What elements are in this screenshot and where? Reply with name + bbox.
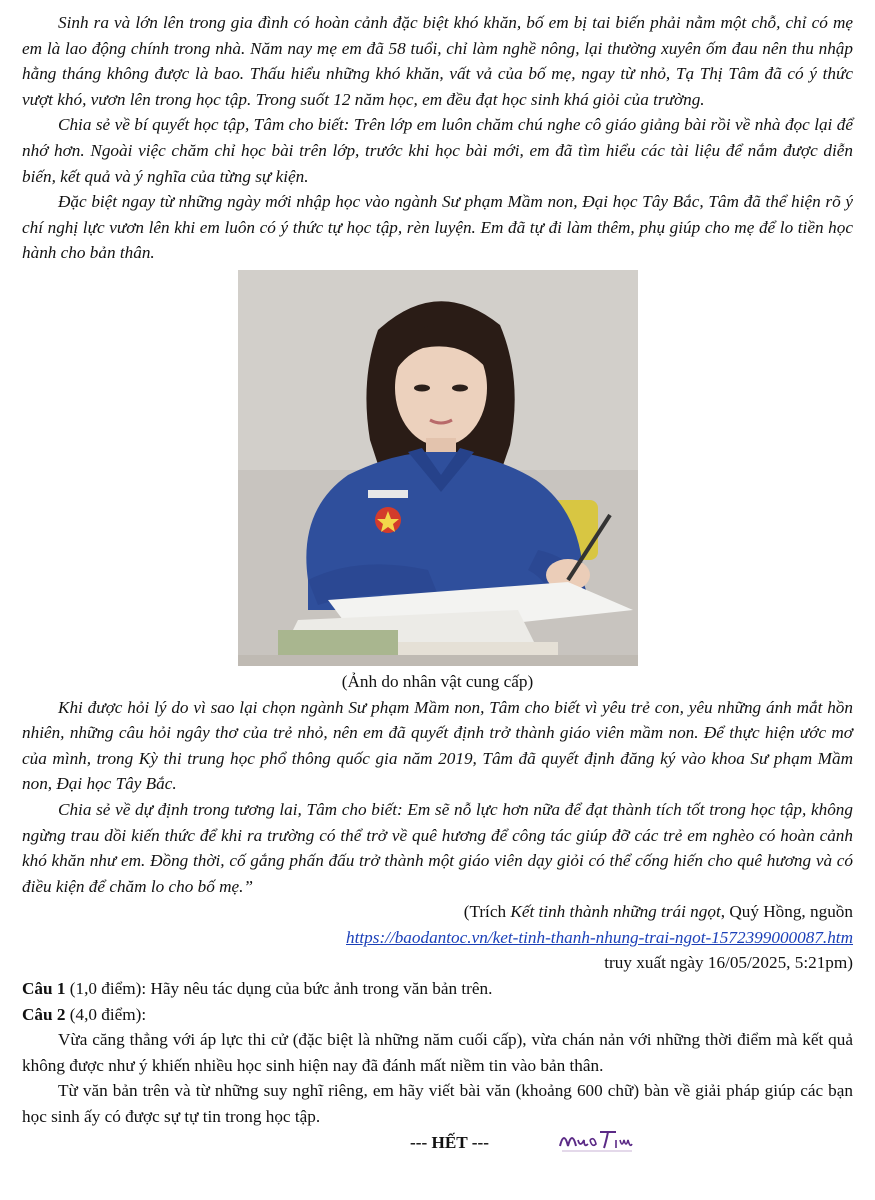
end-line — [22, 1130, 853, 1160]
question-2-label: Câu 2 — [22, 1004, 66, 1024]
source-accessed: truy xuất ngày 16/05/2025, 5:21pm) — [604, 953, 853, 973]
source-title: Kết tinh thành những trái ngọt — [510, 902, 721, 922]
paragraph-top-3: Đặc biệt ngay từ những ngày mới nhập học vào ngành Sư phạm Mầm non, Đại học Tây Bắc, Tâm đã thể hiện rõ ý chí nghị lực vươn lên khi em luôn có ý thức tự học tập, rèn luyện. Em đã tự đi làm thêm, phụ giúp cho mẹ để lo tiền học hành cho bản thân. — [22, 192, 853, 263]
student-photo — [238, 270, 638, 666]
paragraph-top-1: Sinh ra và lớn lên trong gia đình có hoàn cảnh đặc biệt khó khăn, bố em bị tai biến phải nằm một chỗ, chỉ có mẹ em là lao động chính trong nhà. Năm nay mẹ em đã 58 tuổi, chỉ làm nghề nông, lại thường xuyên ốm đau nên thu nhập hằng tháng không được là bao. Thấu hiểu những khó khăn, vất vả của bố mẹ, ngay từ nhỏ, Tạ Thị Tâm đã có ý thức vượt khó, vươn lên trong học tập. Trong suốt 12 năm học, em đều đạt học sinh khá giỏi của trường. — [22, 13, 853, 109]
paragraph-bottom-1: Khi được hỏi lý do vì sao lại chọn ngành Sư phạm Mầm non, Tâm cho biết vì yêu trẻ con, yêu những ánh mắt hồn nhiên, những câu hỏi ngây thơ của trẻ nhỏ, nên em đã quyết định trở thành giáo viên mầm non. Để thực hiện ước mơ của mình, trong Kỳ thi trung học phổ thông quốc gia năm 2019, Tâm đã quyết định đăng ký vào khoa Sư phạm Mầm non, Đại học Tây Bắc. — [22, 697, 853, 794]
paragraph-bottom-2: Chia sẻ về dự định trong tương lai, Tâm cho biết: Em sẽ nỗ lực hơn nữa để đạt thành tích tốt trong học tập, không ngừng trau dồi kiến thức để khi ra trường có thể trở về quê hương để công tác giúp đỡ các trẻ em nghèo có hoàn cảnh khó khăn như em. Đồng thời, cố gắng phấn đấu trở thành một giáo viên dạy giỏi có thể cống hiến cho quê hương và có điều kiện để chăm lo cho bố mẹ.” — [22, 799, 853, 896]
paragraph-top-2: Chia sẻ về bí quyết học tập, Tâm cho biết: Trên lớp em luôn chăm chú nghe cô giáo giảng bài rồi về nhà đọc lại để nhớ hơn. Ngoài việc chăm chỉ học bài trên lớp, trước khi học bài mới, em đã tìm hiểu các tài liệu để nắm được diễn biến, kết quả và ý nghĩa của từng sự kiện. — [22, 115, 853, 186]
muctim-logo — [558, 1126, 638, 1160]
question-2 — [22, 1002, 853, 1028]
question-1-points: (1,0 điểm) — [65, 979, 142, 999]
source-link[interactable]: https://baodantoc.vn/ket-tinh-thanh-nhung-trai-ngot-1572399000087.htm — [346, 927, 853, 947]
end-marker: --- HẾT --- — [410, 1132, 489, 1152]
source-prefix: (Trích — [463, 902, 511, 922]
question-1-label: Câu 1 — [22, 979, 66, 999]
muctim-logo-icon — [558, 1126, 638, 1154]
source-suffix: , Quý Hồng, nguồn — [720, 902, 853, 922]
question-1 — [22, 976, 853, 1002]
photo-caption: (Ảnh do nhân vật cung cấp) — [341, 671, 534, 691]
question-2-paragraph-1: Vừa căng thẳng với áp lực thi cử (đặc biệt là những năm cuối cấp), vừa chán nản với những thời điểm mà kết quả không được như ý khiến nhiều học sinh hiện nay đã đánh mất niềm tin vào bản thân. — [22, 1030, 853, 1075]
source-url-line — [22, 925, 853, 951]
question-1-text: : Hãy nêu tác dụng của bức ảnh trong văn bản trên. — [141, 979, 493, 999]
source-citation — [22, 899, 853, 925]
question-2-paragraph-2: Từ văn bản trên và từ những suy nghĩ riêng, em hãy viết bài văn (khoảng 600 chữ) bàn về giải pháp giúp các bạn học sinh ấy có được sự tự tin trong học tập. — [22, 1081, 853, 1127]
question-2-points: (4,0 điểm): — [65, 1004, 147, 1024]
